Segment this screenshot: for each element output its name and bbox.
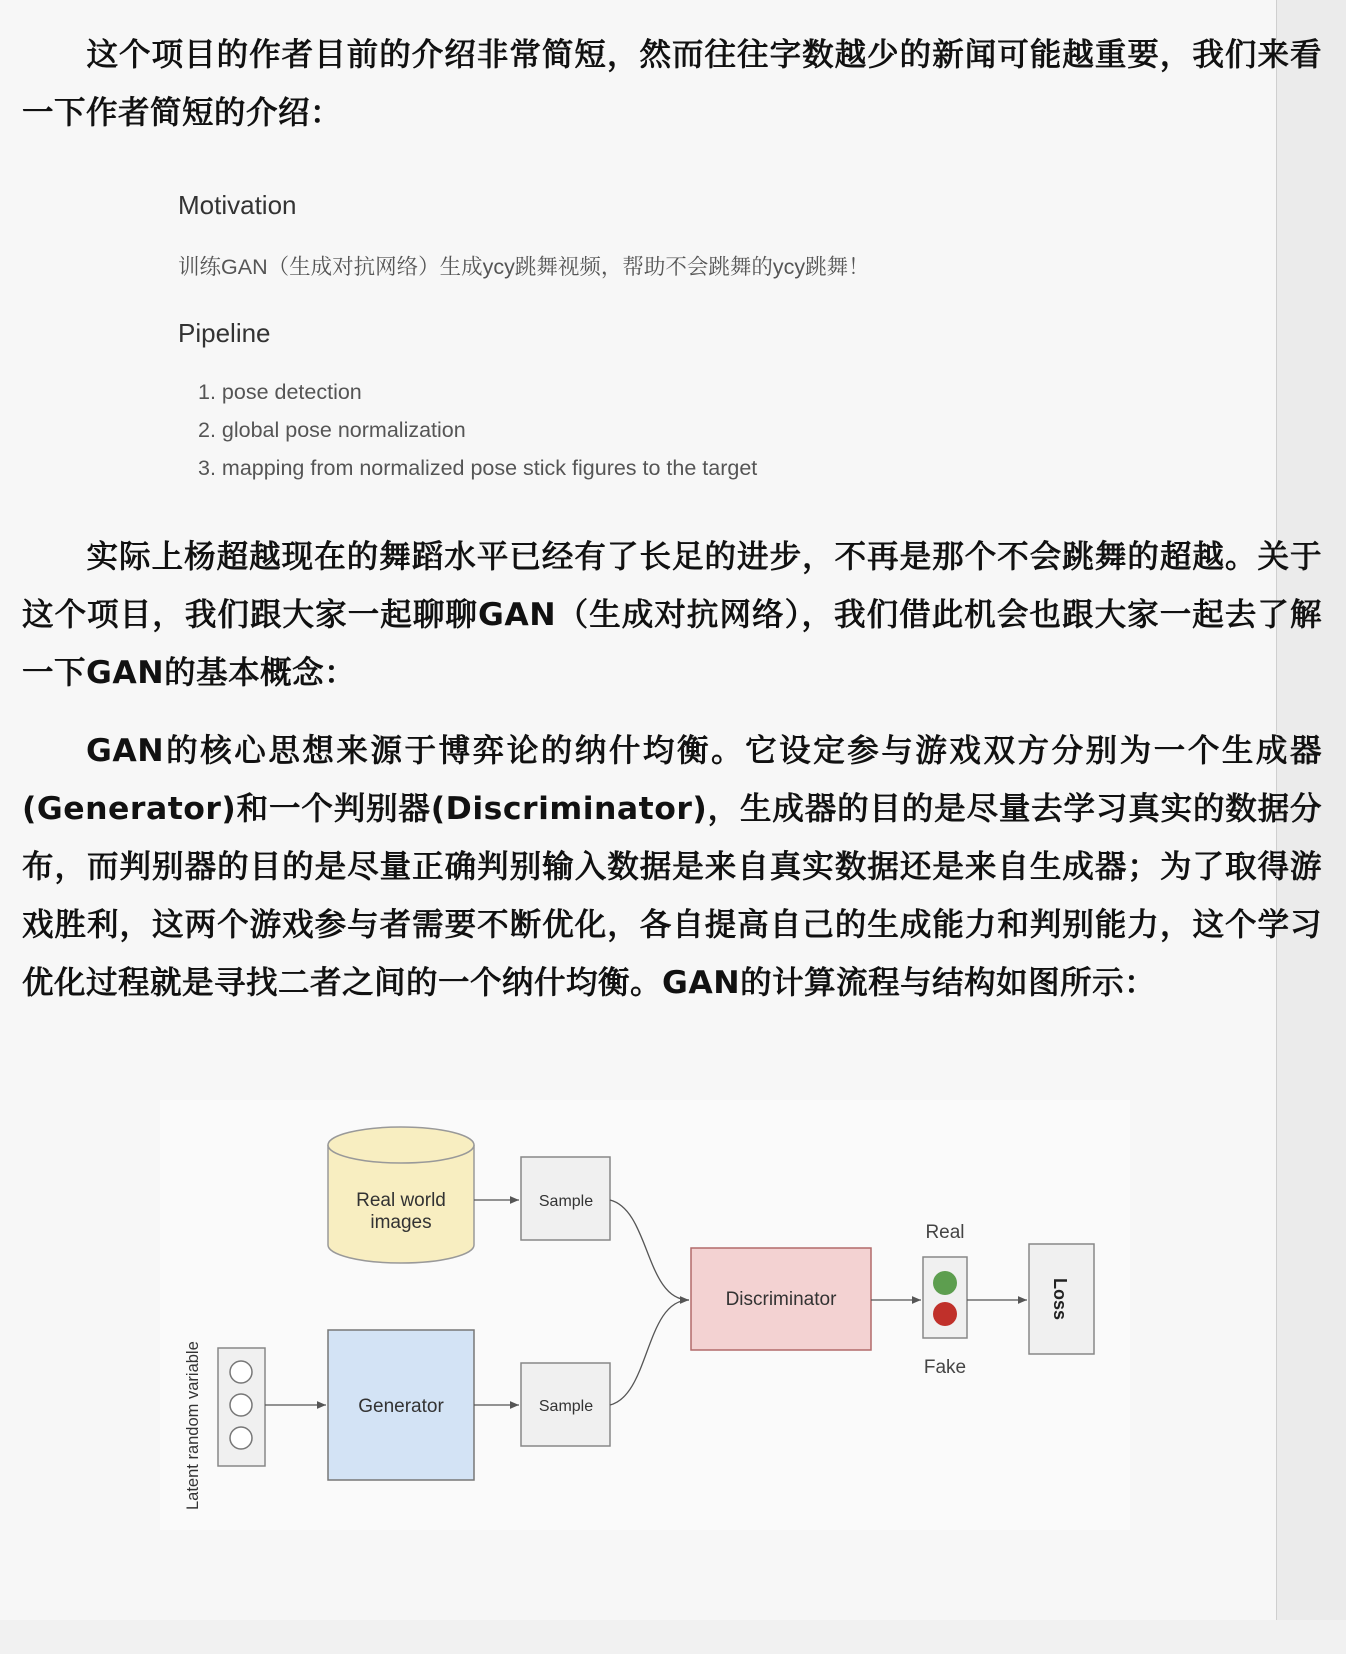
arrow-real-sample-to-discriminator [610, 1200, 689, 1300]
db-label-line2: images [370, 1212, 432, 1233]
real-world-images-database [328, 1127, 474, 1263]
pipeline-item: 3. mapping from normalized pose stick figures to the target [198, 456, 758, 480]
fake-label: Fake [923, 1357, 967, 1378]
generator-label: Generator [358, 1396, 444, 1417]
real-light [933, 1271, 957, 1295]
motivation-text: 训练GAN（生成对抗网络）生成ycy跳舞视频，帮助不会跳舞的ycy跳舞！ [178, 255, 870, 279]
intro-paragraph: 这个项目的作者目前的介绍非常简短，然而往往字数越少的新闻可能越重要，我们来看一下作者简短的介绍： [22, 37, 1322, 131]
sample-top-label: Sample [538, 1193, 594, 1210]
bottom-margin [0, 1620, 1346, 1654]
latent-node [230, 1361, 252, 1383]
db-label-line1: Real world [356, 1190, 446, 1211]
fake-light [933, 1302, 957, 1326]
pipeline-item: 1. pose detection [198, 380, 362, 404]
latent-node [230, 1394, 252, 1416]
gan-concept-paragraph: GAN的核心思想来源于博弈论的纳什均衡。它设定参与游戏双方分别为一个生成器(Generator)和一个判别器(Discriminator)，生成器的目的是尽量去学习真实的数据分布，而判别器的目的是尽量正确判别输入数据是来自真实数据还是来自生成器；为了取得游戏胜利，这两个游戏参与者需要不断优化，各自提高自己的生成能力和判别能力，这个学习优化过程就是寻找二者之间的一个纳什均衡。GAN的计算流程与结构如图所示： [22, 733, 1322, 1001]
latent-node [230, 1427, 252, 1449]
motivation-heading: Motivation [178, 190, 297, 220]
sample-bottom-label: Sample [538, 1398, 594, 1415]
gan-diagram [160, 1100, 1130, 1530]
latent-variable-label: Latent random variable [184, 1341, 202, 1510]
arrow-fake-sample-to-discriminator [610, 1300, 689, 1405]
pipeline-list [198, 373, 757, 487]
loss-label: Loss [1050, 1277, 1070, 1321]
pipeline-item: 2. global pose normalization [198, 418, 466, 442]
pipeline-heading: Pipeline [178, 318, 271, 348]
gan-intro-paragraph: 实际上杨超越现在的舞蹈水平已经有了长足的进步，不再是那个不会跳舞的超越。关于这个项目，我们跟大家一起聊聊GAN（生成对抗网络），我们借此机会也跟大家一起去了解一下GAN的基本概念： [22, 539, 1322, 691]
discriminator-label: Discriminator [725, 1289, 837, 1310]
real-label: Real [925, 1222, 965, 1243]
db-top [328, 1127, 474, 1163]
